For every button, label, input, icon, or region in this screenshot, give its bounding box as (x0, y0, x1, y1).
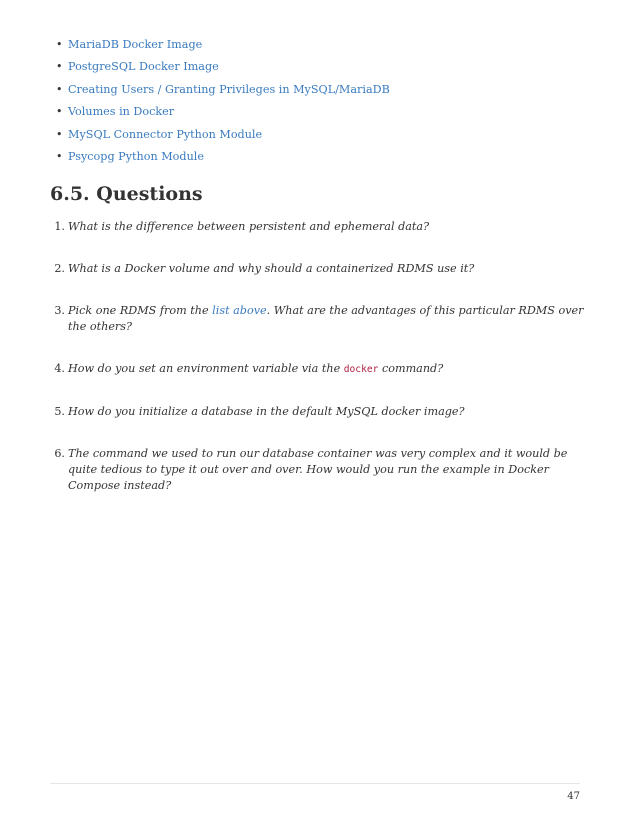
page-number: 47 (567, 791, 580, 802)
question-number: 4. (54, 362, 65, 375)
question-text: How do you initialize a database in the default MySQL docker image? (68, 405, 465, 418)
link-psycopg-python-module[interactable]: Psycopg Python Module (68, 149, 204, 163)
question-text: The command we used to run our database container was very complex and it would be quite tedious to type it out over and over. How would you run the example in Docker Compose instead? (68, 447, 568, 492)
section-heading: 6.5. Questions (50, 183, 203, 205)
link-creating-users-granting-privileges[interactable]: Creating Users / Granting Privileges in MySQL/MariaDB (68, 82, 390, 96)
link-postgresql-docker-image[interactable]: PostgreSQL Docker Image (68, 60, 219, 74)
link-mysql-connector-python-module[interactable]: MySQL Connector Python Module (68, 127, 263, 141)
bullet: • (56, 38, 63, 51)
link-mariadb-docker-image[interactable]: MariaDB Docker Image (68, 38, 203, 51)
list-above-link[interactable]: list above (212, 304, 267, 317)
bullet: • (56, 82, 63, 96)
list-item (50, 104, 590, 126)
list-item (50, 127, 590, 149)
question-text-before-code: How do you set an environment variable via the (68, 362, 344, 375)
list-item (50, 82, 590, 104)
question-number: 6. (54, 447, 65, 460)
link-volumes-in-docker[interactable]: Volumes in Docker (68, 105, 175, 119)
questions-list (50, 219, 590, 494)
question-item (50, 219, 590, 235)
list-item (50, 59, 590, 81)
question-text-after-code: command? (378, 362, 444, 375)
question-item (50, 446, 590, 494)
docker-inline-code: docker (343, 364, 379, 375)
question-number: 5. (54, 405, 65, 418)
question-item (50, 404, 590, 420)
question-text: What is the difference between persistent and ephemeral data? (68, 220, 430, 233)
question-number: 2. (54, 262, 65, 275)
bullet: • (56, 127, 63, 141)
question-item (50, 303, 590, 335)
question-text-before-link: Pick one RDMS from the (68, 304, 213, 317)
question-text: What is a Docker volume and why should a containerized RDMS use it? (68, 262, 475, 275)
question-number: 1. (54, 220, 65, 233)
question-text-after-link: . What are the advantages of this particular RDMS over the others? (68, 304, 584, 333)
bullet: • (56, 105, 63, 119)
footer-divider (50, 783, 580, 784)
list-item (50, 37, 590, 59)
question-item (50, 361, 590, 378)
bullet: • (56, 149, 63, 163)
reference-links-list (50, 37, 590, 171)
question-item (50, 261, 590, 277)
bullet: • (56, 60, 63, 74)
question-number: 3. (54, 304, 65, 317)
list-item (50, 149, 590, 171)
